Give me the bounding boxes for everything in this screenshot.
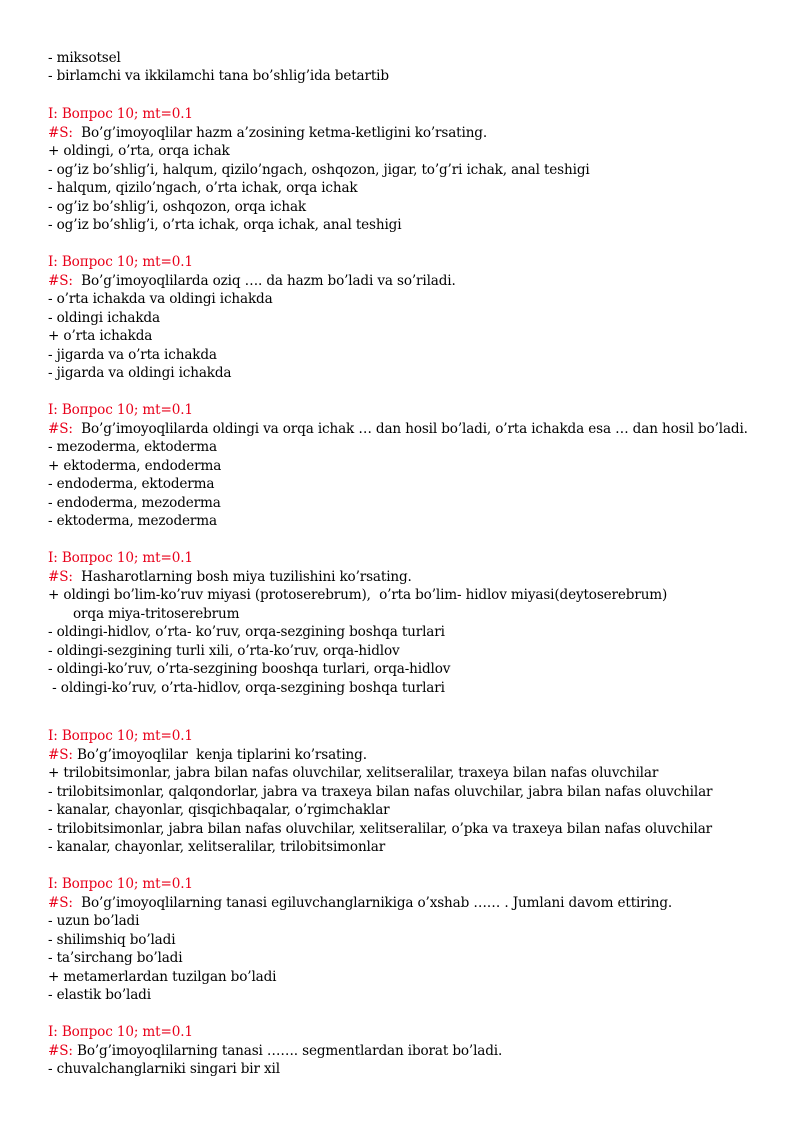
question-header: I: Вопрос 10; mt=0.1 — [48, 876, 193, 892]
question-marker: #S: — [48, 125, 73, 141]
answer-option: - ektoderma, mezoderma — [48, 513, 217, 529]
question-header: I: Вопрос 10; mt=0.1 — [48, 402, 193, 418]
answer-option: - kanalar, chayonlar, qisqichbaqalar, o’rgimchaklar — [48, 802, 390, 818]
question-header: I: Вопрос 10; mt=0.1 — [48, 550, 193, 566]
answer-option: - og’iz bo’shlig’i, oshqozon, orqa ichak — [48, 199, 307, 215]
question-marker: #S: — [48, 747, 73, 763]
question-header: I: Вопрос 10; mt=0.1 — [48, 254, 193, 270]
answer-option: + metamerlardan tuzilgan bo’ladi — [48, 969, 277, 985]
answer-option: - o’rta ichakda va oldingi ichakda — [48, 291, 273, 307]
question-marker: #S: — [48, 421, 73, 437]
answer-option: - oldingi-ko’ruv, o’rta-hidlov, orqa-sezgining boshqa turlari — [48, 680, 445, 696]
answer-option: + trilobitsimonlar, jabra bilan nafas oluvchilar, xelitseralilar, traxeya bilan nafas oluvchilar — [48, 765, 659, 781]
answer-option: - ta’sirchang bo’ladi — [48, 950, 183, 966]
answer-option: + o’rta ichakda — [48, 328, 153, 344]
question-header: I: Вопрос 10; mt=0.1 — [48, 106, 193, 122]
question-header: I: Вопрос 10; mt=0.1 — [48, 728, 193, 744]
question-line — [48, 746, 367, 764]
answer-option: - chuvalchanglarniki singari bir xil — [48, 1061, 280, 1077]
answer-option: - halqum, qizilo’ngach, o’rta ichak, orqa ichak — [48, 180, 358, 196]
answer-option: - oldingi-hidlov, o’rta- ko’ruv, orqa-sezgining boshqa turlari — [48, 624, 445, 640]
answer-option: + oldingi, o’rta, orqa ichak — [48, 143, 230, 159]
answer-option: - jigarda va oldingi ichakda — [48, 365, 232, 381]
answer-option: + ektoderma, endoderma — [48, 458, 222, 474]
answer-option: - oldingi-sezgining turli xili, o’rta-ko’ruv, orqa-hidlov — [48, 643, 400, 659]
answer-option: - endoderma, ektoderma — [48, 476, 215, 492]
question-text: Bo’g’imoyoqlilarning tanasi ……. segmentlardan iborat bo’ladi. — [72, 1043, 503, 1059]
question-text: Hasharotlarning bosh miya tuzilishini ko’rsating. — [72, 569, 412, 585]
answer-option: - endoderma, mezoderma — [48, 495, 221, 511]
question-text: Bo’g’imoyoqlilarda oziq …. da hazm bo’ladi va so’riladi. — [72, 273, 456, 289]
answer-option: - trilobitsimonlar, jabra bilan nafas oluvchilar, xelitseralilar, o’pka va traxeya bilan nafas oluvchilar — [48, 821, 713, 837]
question-line — [48, 272, 456, 290]
question-marker: #S: — [48, 273, 73, 289]
answer-option: - jigarda va o’rta ichakda — [48, 347, 217, 363]
answer-option: - oldingi ichakda — [48, 310, 160, 326]
question-text: Bo’g’imoyoqlilarda oldingi va orqa ichak … dan hosil bo’ladi, o’rta ichakda esa … dan hosil bo’ladi. — [72, 421, 748, 437]
question-marker: #S: — [48, 569, 73, 585]
answer-option: + oldingi bo’lim-ko’ruv miyasi (protoserebrum), o’rta bo’lim- hidlov miyasi(deytoserebrum) — [48, 587, 668, 603]
question-text: Bo’g’imoyoqlilarning tanasi egiluvchanglarnikiga o’xshab …… . Jumlani davom ettiring. — [72, 895, 673, 911]
question-line — [48, 1042, 502, 1060]
answer-option: - og’iz bo’shlig’i, o’rta ichak, orqa ichak, anal teshigi — [48, 217, 402, 233]
answer-option: - og’iz bo’shlig’i, halqum, qizilo’ngach, oshqozon, jigar, to’g’ri ichak, anal teshigi — [48, 162, 590, 178]
question-marker: #S: — [48, 1043, 73, 1059]
question-line — [48, 124, 487, 142]
question-line — [48, 568, 412, 586]
answer-option: - shilimshiq bo’ladi — [48, 932, 176, 948]
question-text: Bo’g’imoyoqlilar hazm a’zosining ketma-ketligini ko’rsating. — [72, 125, 488, 141]
question-line — [48, 420, 748, 438]
answer-option: - kanalar, chayonlar, xelitseralilar, trilobitsimonlar — [48, 839, 386, 855]
answer-option: - mezoderma, ektoderma — [48, 439, 217, 455]
question-line — [48, 894, 672, 912]
intro-line: - miksotsel — [48, 50, 121, 66]
answer-option: - elastik bo’ladi — [48, 987, 151, 1003]
intro-line: - birlamchi va ikkilamchi tana bo’shlig’ida betartib — [48, 68, 389, 84]
answer-option: - uzun bo’ladi — [48, 913, 140, 929]
answer-option: - oldingi-ko’ruv, o’rta-sezgining booshqa turlari, orqa-hidlov — [48, 661, 451, 677]
answer-option: - trilobitsimonlar, qalqondorlar, jabra va traxeya bilan nafas oluvchilar, jabra bilan nafas oluvchilar — [48, 784, 713, 800]
answer-option: orqa miya-tritoserebrum — [48, 606, 240, 622]
question-header: I: Вопрос 10; mt=0.1 — [48, 1024, 193, 1040]
question-marker: #S: — [48, 895, 73, 911]
question-text: Bo’g’imoyoqlilar kenja tiplarini ko’rsating. — [72, 747, 367, 763]
